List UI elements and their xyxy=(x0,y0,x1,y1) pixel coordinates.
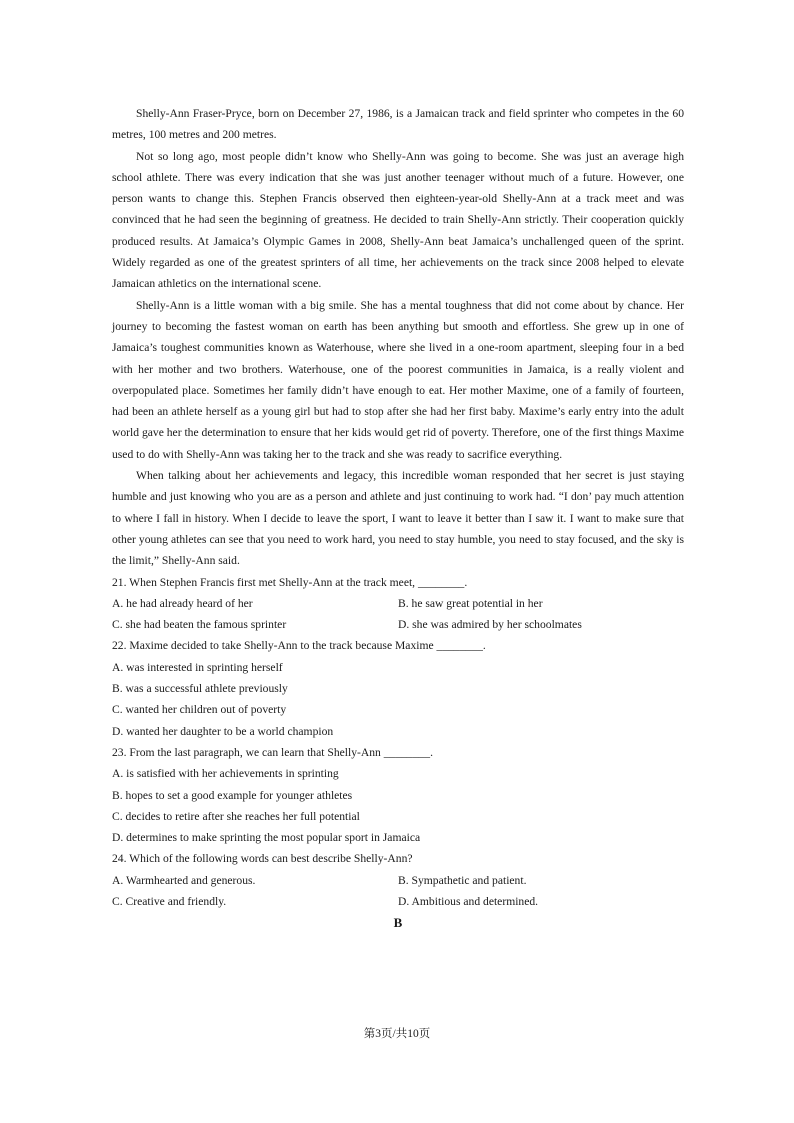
option-b: B. he saw great potential in her xyxy=(398,596,543,610)
document-page xyxy=(112,103,684,934)
option-a: A. he had already heard of her xyxy=(112,596,253,610)
question-24 xyxy=(112,848,684,912)
question-stem: 23. From the last paragraph, we can learn that Shelly-Ann ________. xyxy=(112,745,434,759)
section-heading: B xyxy=(393,915,403,931)
option-c: C. she had beaten the famous sprinter xyxy=(112,618,287,632)
option-d: D. determines to make sprinting the most popular sport in Jamaica xyxy=(112,831,421,845)
option-d: D. wanted her daughter to be a world champion xyxy=(112,724,334,738)
option-row xyxy=(112,870,684,891)
option-c: C. decides to retire after she reaches her full potential xyxy=(112,809,360,823)
option-a: A. is satisfied with her achievements in sprinting xyxy=(112,767,339,781)
option-b: B. hopes to set a good example for younger athletes xyxy=(112,788,353,802)
passage-paragraph-3: Shelly-Ann is a little woman with a big smile. She has a mental toughness that did not come about by chance. Her journey to becoming the fastest woman on earth has been anything but smooth and effortless. She grew up in one of Jamaica’s toughest communities known as Waterhouse, where she lived in a one-room apartment, sleeping four in a bed with her mother and two brothers. Waterhouse, one of the poorest communities in Jamaica, is a really violent and overpopulated place. Sometimes her family didn’t have enough to eat. Her mother Maxime, one of a family of fourteen, had been an athlete herself as a young girl but had to stop after she had her first baby. Maxime’s early entry into the adult world gave her the determination to ensure that her kids would get rid of poverty. Therefore, one of the first things Maxime used to do with Shelly-Ann was taking her to the track and she was ready to sacrifice everything. xyxy=(112,298,684,461)
passage-paragraph-1: Shelly-Ann Fraser-Pryce, born on December 27, 1986, is a Jamaican track and field sprinter who competes in the 60 metres, 100 metres and 200 metres. xyxy=(112,107,684,142)
page-number-footer: 第3页/共10页 xyxy=(363,1028,431,1040)
option-d: D. she was admired by her schoolmates xyxy=(398,618,582,632)
option-c: C. wanted her children out of poverty xyxy=(112,703,287,717)
question-22 xyxy=(112,635,684,741)
option-b: B. Sympathetic and patient. xyxy=(398,873,527,887)
passage-paragraph-4: When talking about her achievements and legacy, this incredible woman responded that her secret is just staying humble and just knowing who you are as a person and athlete and just continuing to work had. “I don’ pay much attention to where I fall in history. When I decide to leave the sport, I want to leave it better than I saw it. I want to make sure that other young athletes can see that you need to work hard, you need to stay humble, you need to stay focused, and the sky is the limit,” Shelly-Ann said. xyxy=(112,469,684,568)
question-stem: 24. Which of the following words can best describe Shelly-Ann? xyxy=(112,852,413,866)
question-stem: 21. When Stephen Francis first met Shelly-Ann at the track meet, ________. xyxy=(112,575,468,589)
option-row xyxy=(112,891,684,912)
option-a: A. Warmhearted and generous. xyxy=(112,873,256,887)
option-a: A. was interested in sprinting herself xyxy=(112,660,283,674)
option-row xyxy=(112,593,684,614)
option-d: D. Ambitious and determined. xyxy=(398,894,539,908)
question-23 xyxy=(112,742,684,848)
option-c: C. Creative and friendly. xyxy=(112,894,227,908)
question-21 xyxy=(112,572,684,636)
option-b: B. was a successful athlete previously xyxy=(112,682,288,696)
option-row xyxy=(112,614,684,635)
passage-paragraph-2: Not so long ago, most people didn’t know who Shelly-Ann was going to become. She was just an average high school athlete. There was every indication that she was just another teenager without much of a future. However, one person wants to change this. Stephen Francis observed then eighteen-year-old Shelly-Ann at a track meet and was convinced that he had seen the beginning of greatness. He decided to train Shelly-Ann strictly. Their cooperation quickly produced results. At Jamaica’s Olympic Games in 2008, Shelly-Ann beat Jamaica’s unchallenged queen of the sprint. Widely regarded as one of the greatest sprinters of all time, her achievements on the track since 2008 helped to elevate Jamaican athletics on the international scene. xyxy=(112,149,684,291)
question-stem: 22. Maxime decided to take Shelly-Ann to the track because Maxime ________. xyxy=(112,639,486,653)
